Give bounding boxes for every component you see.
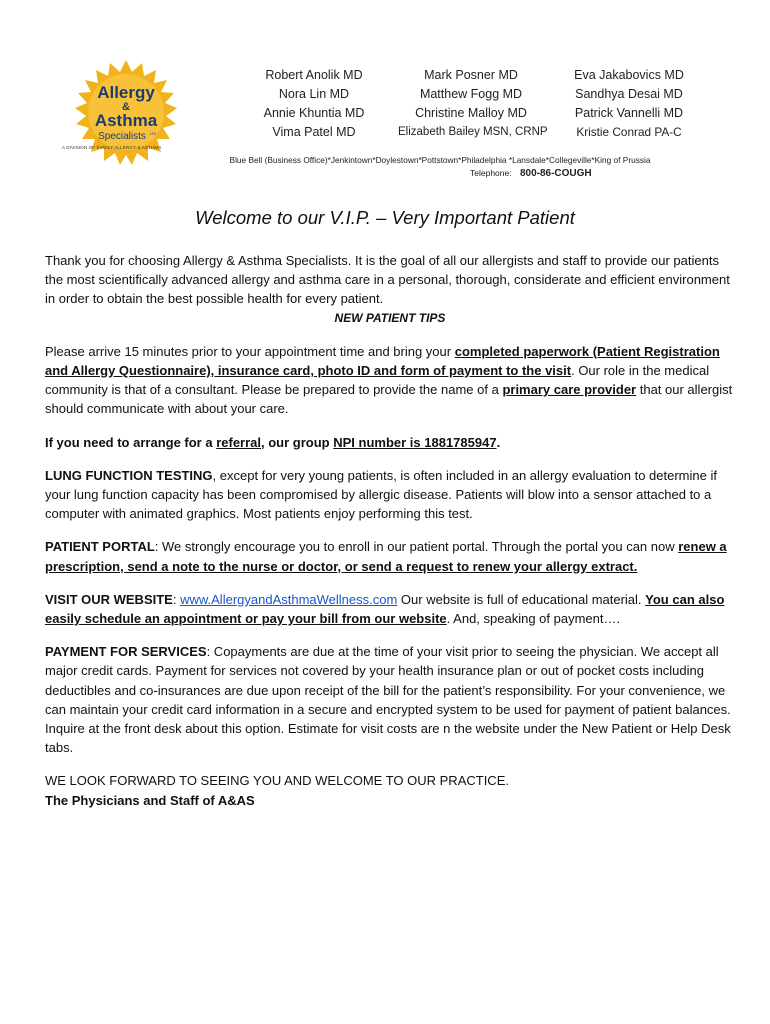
emphasis-text: You can also easily schedule an appointment or pay your bill from our website (45, 591, 725, 627)
website-paragraph (45, 590, 735, 628)
telephone-label: Telephone: (470, 168, 512, 178)
portal-paragraph (45, 537, 735, 575)
doctor-name: Nora Lin MD (278, 87, 350, 101)
text-span: . Our role in the medical community is that of a consultant. Please be prepared to provide the name of a (45, 363, 710, 398)
signature-text: The Physicians and Staff of A&AS (45, 792, 255, 808)
payment-paragraph (45, 642, 735, 757)
text-span: . And, speaking of payment…. (446, 611, 621, 627)
intro-paragraph: Thank you for choosing Allergy & Asthma Specialists. It is the goal of all our allergists and staff to provide our patients the most scientifically advanced allergy and asthma care in a personal, thorough, considerate and efficient environment in order to obtain the best possible health for every patient. (45, 253, 730, 307)
doctor-list-col1 (250, 66, 378, 142)
doctor-name: Eva Jakabovics MD (574, 68, 684, 82)
text-span: . (496, 434, 501, 450)
doctor-list-col3 (562, 66, 696, 142)
text-span: , our group (261, 434, 334, 450)
doctor-list-col2 (398, 66, 548, 142)
logo-line1: Allergy (97, 83, 155, 102)
emphasis-text: primary care provider (502, 382, 637, 398)
section-heading: VISIT OUR WEBSITE (45, 591, 173, 607)
text-span: Please arrive 15 minutes prior to your appointment time and bring your (45, 343, 455, 359)
text-span: Our website is full of educational material. (397, 591, 646, 607)
section-heading: PATIENT PORTAL (45, 539, 155, 555)
text-span: , except for very young patients, is often included in an allergy evaluation to determine if your lung function capacity has been compromised by allergic disease. Patients will blow into a sensor attached to a computer with animated graphics. Most patients enjoy performing this test. (45, 467, 717, 522)
npi-number: NPI number is 1881785947 (333, 434, 497, 450)
tips-heading: NEW PATIENT TIPS (334, 310, 446, 325)
doctor-name: Elizabeth Bailey MSN, CRNP (398, 126, 548, 138)
page-title: Welcome to our V.I.P. – Very Important Patient (195, 207, 575, 228)
doctor-name: Matthew Fogg MD (419, 87, 523, 101)
section-heading: LUNG FUNCTION TESTING (45, 467, 213, 483)
emphasis-text: completed paperwork (Patient Registration and Allergy Questionnaire), insurance card, photo ID and form of payment to the visit (45, 343, 720, 379)
doctor-name: Mark Posner MD (424, 68, 518, 82)
doctor-name: Annie Khuntia MD (263, 106, 365, 120)
text-span: : Copayments are due at the time of your visit prior to seeing the physician. We accept all major credit cards. Payment for services not covered by your health insurance plan or out of pocket costs including deductibles and co-insurances are due upon receipt of the bill for the patient’s responsibility. For your convenience, we can maintain your credit card information in a secure and encrypted system to be used for payment of patient balances. Inquire at the front desk about this option. Estimate for visit costs are n the website under the New Patient or Help Desk tabs. (45, 644, 731, 756)
doctor-name: Vima Patel MD (272, 125, 356, 139)
text-span: : (172, 591, 181, 607)
lung-paragraph (45, 466, 735, 524)
logo-tm: LTD (149, 132, 157, 136)
telephone (470, 168, 592, 179)
logo-line2: Asthma (94, 111, 158, 130)
doctor-name: Sandhya Desai MD (575, 87, 683, 101)
emphasis-text: renew a prescription, send a note to the nurse or doctor, or send a request to renew your allergy extract. (45, 539, 727, 574)
doctor-name: Robert Anolik MD (265, 68, 363, 82)
doctor-name: Christine Malloy MD (415, 106, 527, 120)
letter-body (45, 251, 735, 810)
doctor-name: Kristie Conrad PA-C (576, 125, 682, 139)
logo-amp: & (122, 101, 130, 113)
section-heading: PAYMENT FOR SERVICES (45, 644, 207, 660)
arrive-paragraph (45, 342, 735, 419)
office-locations: Blue Bell (Business Office)*Jenkintown*Doylestown*Pottstown*Philadelphia *Lansdale*Collegeville*King of Prussia (229, 155, 651, 165)
text-span: : We strongly encourage you to enroll in our patient portal. Through the portal you can now (154, 539, 679, 555)
website-link[interactable]: www.AllergyandAsthmaWellness.com (180, 591, 398, 607)
logo-line3: Specialists (98, 131, 146, 142)
logo-tagline: A DIVISION OF FAMILY ALLERGY & ASTHMA (62, 145, 162, 150)
signature (45, 791, 735, 810)
doctor-name: Patrick Vannelli MD (574, 106, 684, 120)
closing-line: WE LOOK FORWARD TO SEEING YOU AND WELCOME TO OUR PRACTICE. (45, 773, 509, 789)
telephone-number: 800-86-COUGH (519, 168, 592, 179)
emphasis-text: referral (216, 434, 262, 450)
text-span: If you need to arrange for a (45, 434, 217, 450)
referral-paragraph (45, 433, 735, 452)
text-span: that our allergist should communicate with about your care. (45, 382, 733, 417)
